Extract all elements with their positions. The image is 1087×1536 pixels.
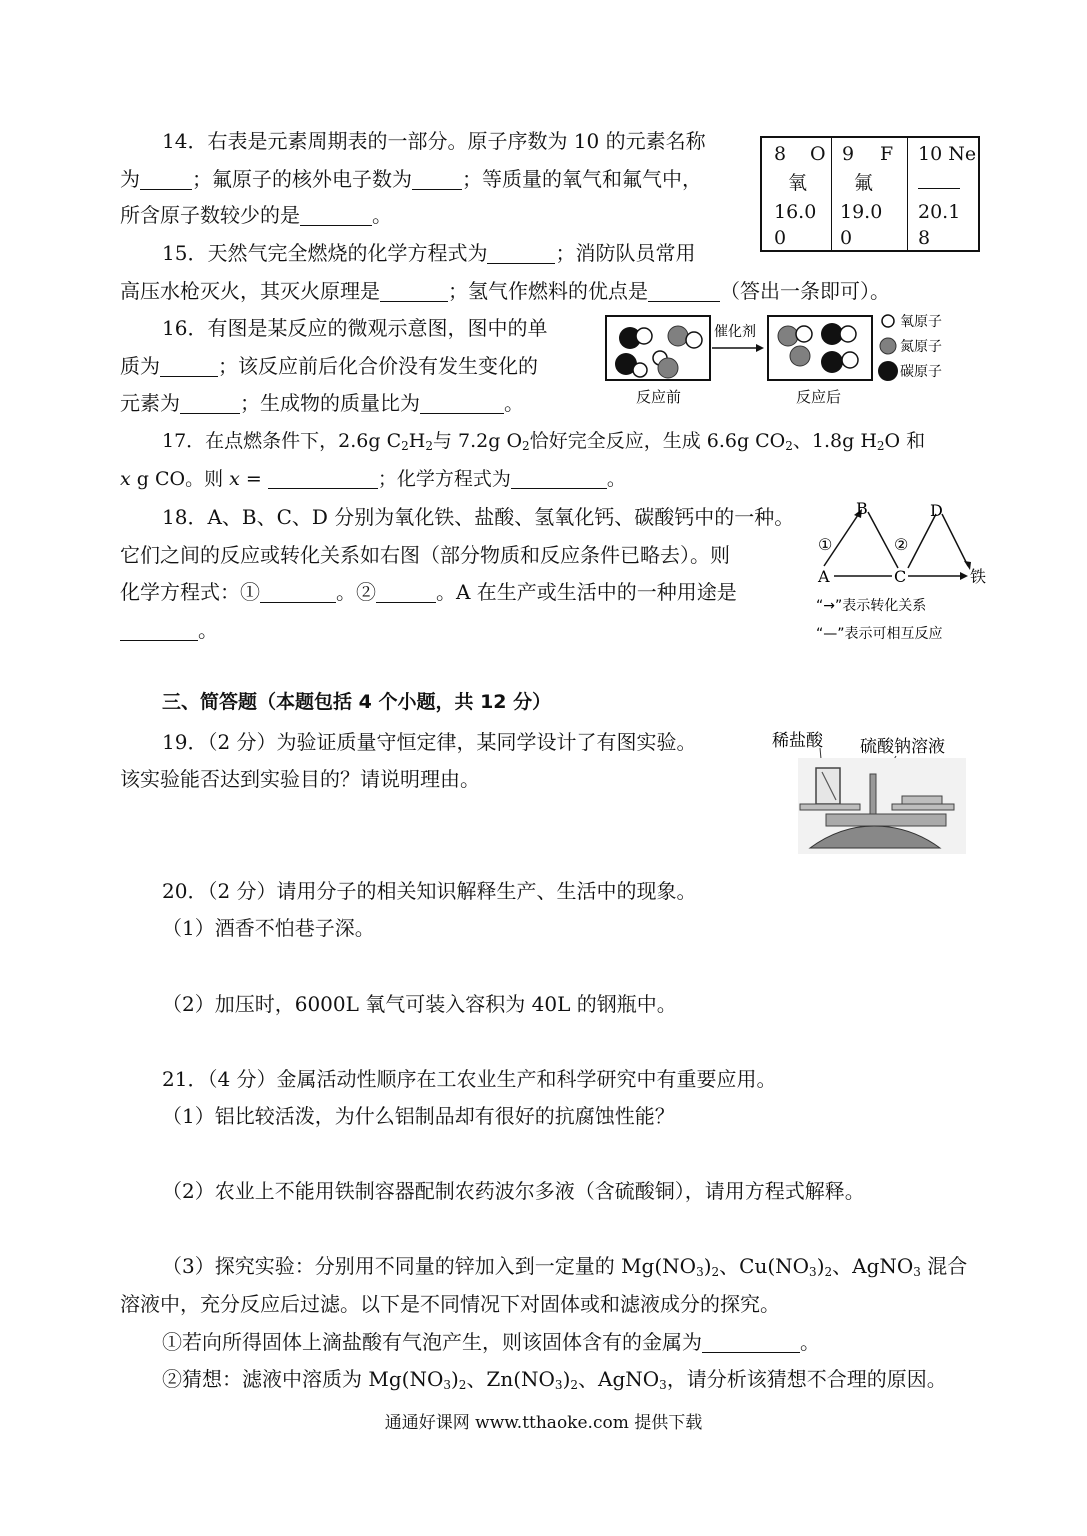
answer-blank[interactable] [140, 171, 192, 190]
arrow-head [960, 572, 968, 580]
node-c: C [894, 567, 907, 586]
q15-line2: 高压水枪灭火，其灭火原理是 ；氢气作燃料的优点是 （答出一条即可）。 [120, 279, 890, 303]
answer-blank[interactable] [180, 395, 240, 414]
legend-carbon-icon [878, 361, 898, 381]
q20-part2: （2）加压时，6000L 氧气可装入容积为 40L 的钢瓶中。 [162, 992, 677, 1016]
arrow-head [756, 344, 764, 352]
reaction-2-mark: ② [894, 535, 909, 554]
oxygen-atom [633, 363, 647, 377]
q21-part1: （1）铝比较活泼，为什么铝制品却有很好的抗腐蚀性能？ [162, 1104, 675, 1128]
q14-line1: 14．右表是元素周期表的一部分。原子序数为 10 的元素名称 [162, 129, 706, 153]
answer-blank[interactable] [420, 395, 504, 414]
right-pan [892, 804, 954, 810]
q18-line1: 18．A、B、C、D 分别为氧化铁、盐酸、氢氧化钙、碳酸钙中的一种。 [162, 505, 795, 529]
q17-line1: 17．在点燃条件下，2.6g $C_2H_2$与 7.2g $O_2$恰好完全反应，生成 6.6g $CO_2$、1.8g $H_2O$ 和 [162, 430, 926, 453]
q21-part2: （2）农业上不能用铁制容器配制农药波尔多液（含硫酸铜），请用方程式解释。 [162, 1179, 865, 1203]
left-pan [800, 804, 860, 810]
beaker [816, 768, 840, 804]
answer-blank[interactable] [511, 470, 607, 489]
oxygen-atom [840, 326, 856, 342]
legend-react: “—”表示可相互反应 [816, 626, 943, 642]
nitrogen-atom [778, 326, 798, 346]
q20-part1: （1）酒香不怕巷子深。 [162, 916, 375, 940]
q17-line2: x g CO。则 x = ；化学方程式为 。 [120, 468, 626, 490]
node-iron: 铁 [970, 567, 987, 586]
q19-line1: 19．（2 分）为验证质量守恒定律，某同学设计了有图实验。 [162, 730, 697, 754]
q20-line1: 20．（2 分）请用分子的相关知识解释生产、生活中的现象。 [162, 879, 697, 903]
after-label: 反应后 [796, 388, 842, 406]
answer-blank[interactable] [648, 283, 720, 302]
q15-line1: 15．天然气完全燃烧的化学方程式为 ；消防队员常用 [162, 241, 696, 265]
oxygen-atom [636, 328, 652, 344]
answer-blank[interactable] [702, 1334, 800, 1353]
catalyst-label: 催化剂 [714, 324, 756, 340]
q21-line1: 21．（4 分）金属活动性顺序在工农业生产和科学研究中有重要应用。 [162, 1067, 777, 1091]
answer-blank[interactable] [120, 622, 198, 641]
cell-oxygen: 8 O 氧 16.0 0 [762, 138, 832, 250]
nitrogen-atom [668, 326, 688, 346]
answer-blank[interactable] [300, 207, 372, 226]
q18-line2: 它们之间的反应或转化关系如右图（部分物质和反应条件已略去）。则 [120, 543, 730, 567]
legend-carbon-label: 碳原子 [900, 364, 942, 380]
sodium-sulfate-label: 硫酸钠溶液 [860, 737, 945, 757]
q16-line2: 质为 ；该反应前后化合价没有发生变化的 [120, 354, 538, 378]
hcl-label: 稀盐酸 [772, 731, 823, 751]
node-a: A [818, 567, 830, 586]
balance-experiment-diagram [770, 726, 966, 854]
answer-blank[interactable] [260, 584, 336, 603]
q16-line3: 元素为 ；生成物的质量比为 。 [120, 391, 524, 415]
carbon-atom [821, 351, 843, 373]
q21-part3-line2: 溶液中，充分反应后过滤。以下是不同情况下对固体或和滤液成分的探究。 [120, 1292, 780, 1316]
legend-oxygen-icon [882, 315, 894, 327]
oxygen-atom [842, 352, 858, 368]
line-d-c [908, 514, 936, 568]
nitrogen-atom [790, 346, 810, 366]
q16-line1: 16．有图是某反应的微观示意图，图中的单 [162, 316, 548, 340]
answer-blank[interactable] [380, 283, 448, 302]
answer-blank[interactable] [376, 584, 436, 603]
legend-nitrogen-label: 氮原子 [900, 339, 942, 355]
page-footer: 通通好课网 www.tthaoke.com 提供下载 [384, 1413, 703, 1433]
nitrogen-atom [658, 358, 678, 378]
q21-case1: ①若向所得固体上滴盐酸有气泡产生，则该固体含有的金属为 。 [162, 1330, 820, 1354]
abcd-relation-diagram [808, 496, 992, 646]
q18-line3: 化学方程式：① 。② 。A 在生产或生活中的一种用途是 [120, 580, 737, 604]
cell-fluorine: 9 F 氟 19.0 0 [832, 138, 908, 250]
node-b: B [856, 499, 868, 518]
oxygen-atom [796, 326, 812, 342]
q14-line2: 为 ；氟原子的核外电子数为 ；等质量的氧气和氟气中， [120, 167, 702, 191]
name-blank [918, 188, 960, 189]
before-label: 反应前 [636, 388, 682, 406]
arrow-d-iron [942, 514, 968, 566]
q19-line2: 该实验能否达到实验目的？请说明理由。 [120, 767, 480, 791]
oxygen-atom [686, 332, 702, 348]
answer-blank[interactable] [412, 171, 462, 190]
node-d: D [930, 501, 943, 520]
weights [902, 796, 942, 804]
q14-line3: 所含原子数较少的是 。 [120, 203, 392, 227]
balance-post [870, 774, 876, 818]
cell-neon: 10 Ne 20.1 8 [918, 143, 977, 249]
answer-blank[interactable] [487, 245, 555, 264]
q21-part3-line1: （3）探究实验：分别用不同量的锌加入到一定量的 $Mg(NO_3)_2$、$Cu(NO_3)_2$、AgNO$_3$ 混合 [162, 1254, 968, 1279]
q18-line4: 。 [120, 618, 218, 642]
answer-blank[interactable] [268, 470, 378, 489]
reaction-micro-diagram [604, 312, 984, 408]
periodic-table-excerpt [760, 136, 980, 252]
q21-case2: ②猜想：滤液中溶质为 $Mg(NO_3)_2$、$Zn(NO_3)_2$、AgNO$_3$，请分析该猜想不合理的原因。 [162, 1367, 947, 1392]
answer-blank[interactable] [160, 358, 218, 377]
after-box [768, 316, 872, 380]
reaction-1-mark: ① [818, 535, 833, 554]
section-title: 三、简答题（本题包括 4 个小题，共 12 分） [162, 691, 552, 713]
balance-beam [826, 814, 946, 826]
legend-oxygen-label: 氧原子 [900, 314, 942, 330]
legend-nitrogen-icon [880, 338, 896, 354]
legend-transform: “→”表示转化关系 [816, 598, 927, 614]
